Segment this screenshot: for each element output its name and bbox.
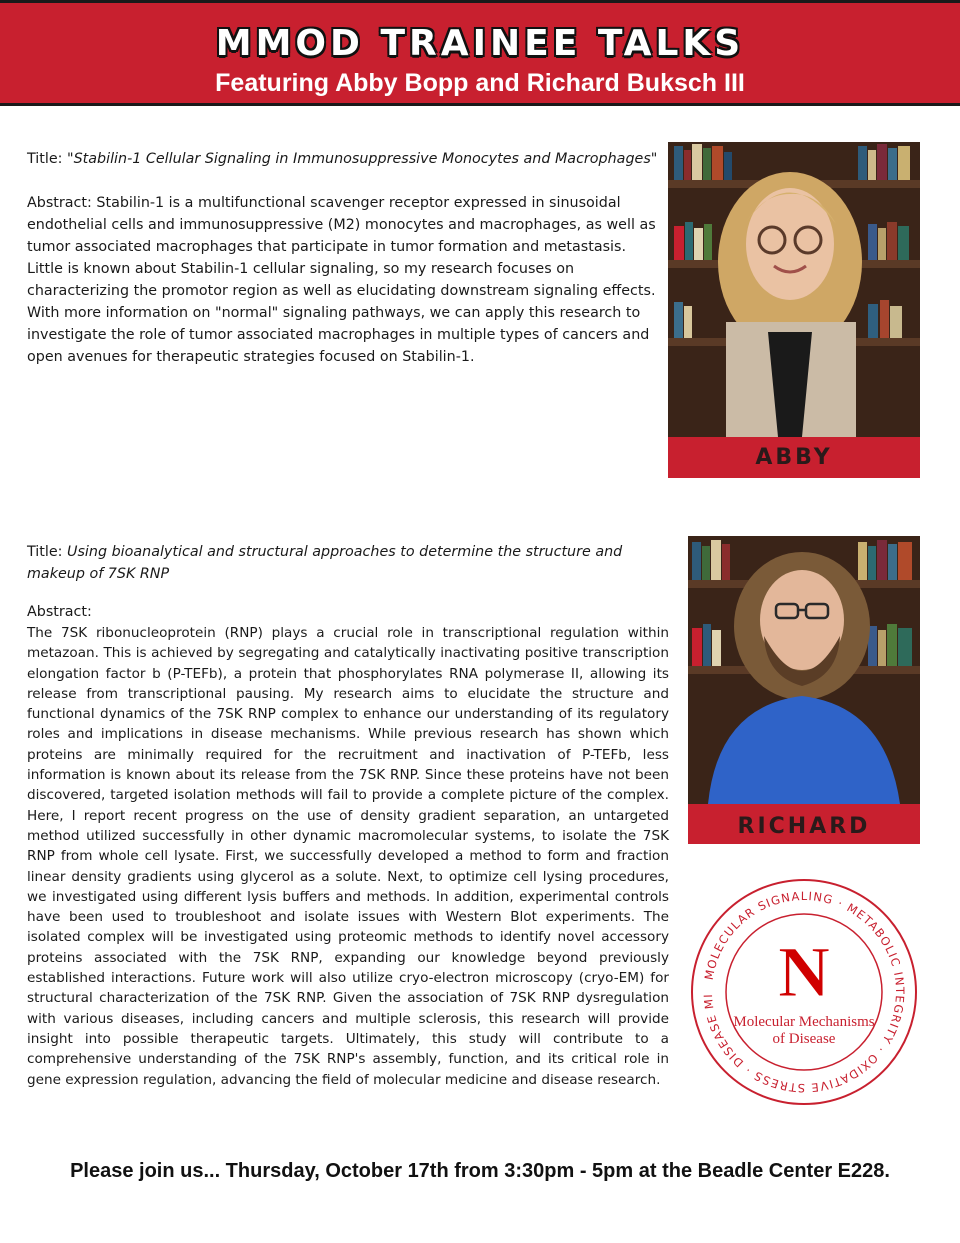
talk1-abstract-text: Stabilin-1 is a multifunctional scavenger receptor expressed in sinusoidal endothelial cells and immunosuppressive (M2) monocytes and macrophages, as well as tumor associated macrophages that participate in tumor formation and metastasis. Little is known about Stabilin-1 cellular signaling, so my research focuses on characterizing the promotor region as well as elucidating downstream signaling effects. With more information on "normal" signaling pathways, we can apply this research to investigate the role of tumor associated macrophages in multiple types of cancers and open avenues for therapeutic strategies focused on Stabilin-1.	[27, 195, 656, 365]
event-title: MMOD TRAINEE TALKS	[215, 23, 745, 64]
talk2-title-label: Title:	[27, 544, 63, 560]
talk2-text	[27, 541, 669, 1090]
richard-photo	[688, 536, 920, 804]
talk1-abstract-label: Abstract:	[27, 195, 92, 211]
seal-ring-text: MOLECULAR SIGNALING · METABOLIC INTEGRITY · OXIDATIVE STRESS · DISEASE MI	[700, 888, 908, 1096]
talk1-title-label: Title:	[27, 151, 63, 167]
talk2-title	[27, 541, 669, 585]
talk1-text	[27, 148, 663, 368]
header-banner	[0, 0, 960, 106]
talk2-title-text: Using bioanalytical and structural approaches to determine the structure and makeup of 7SK RNP	[27, 544, 623, 582]
richard-name-bar: RICHARD	[688, 804, 920, 844]
abby-name-bar: ABBY	[668, 437, 920, 478]
abby-photo	[668, 142, 920, 437]
talk1-title	[27, 148, 663, 170]
seal-n-logo: N	[778, 932, 830, 1012]
talk2-abstract-text: The 7SK ribonucleoprotein (RNP) plays a crucial role in transcriptional regulation within metazoan. This is achieved by segregating and catalytically inactivating positive transcription elongation factor b (P-TEFb), a protein that phosphorylates RNA polymerase II, allowing its release from transcriptional pausing. My research aims to elucidate the structure and functional dynamics of the 7SK RNP complex to enhance our understanding of its regulatory roles and implications in disease mechanisms. While previous research has shown which proteins are minimally required for the recruitment and inactivation of P-TEFb, less information is known about its release from the 7SK RNP. Since these proteins have not been discovered, targeted isolation methods will fail to provide a complete picture of the complex. Here, I report recent progress on the use of density gradient separation, an untargeted method utilized successfully in other dynamic macromolecular systems, to isolate the 7SK RNP from whole cell lysate. First, we successfully developed a method to form and fraction linear density gradients using glycerol as a solute. Next, to optimize cell lysing procedures, we investigated using different lysis buffers and methods. In addition, experimental controls have been used to troubleshoot and isolate issues with Western Blot experiments. The isolated complex will be investigated using proteomic methods to identify novel accessory proteins associated with the 7SK RNP, expanding our knowledge beyond previously established interactions. Future work will also utilize cryo-electron microscopy (cryo-EM) for structural characterization of the 7SK RNP. Given the association of 7SK RNP dysregulation with various diseases, including cancers and multiple sclerosis, this research will provide insight into possible therapeutic targets. Ultimately, this study will contribute to a comprehensive understanding of the 7SK RNP's assembly, function, and its critical role in gene expression regulation, advancing the field of molecular medicine and disease research.	[27, 625, 669, 1088]
talk2-abstract-label: Abstract:	[27, 604, 92, 620]
seal-name-line2: of Disease	[772, 1031, 836, 1047]
seal-name-line1: Molecular Mechanisms	[733, 1014, 875, 1030]
event-details-footer: Please join us... Thursday, October 17th from 3:30pm - 5pm at the Beadle Center E228.	[70, 1160, 890, 1182]
mmod-seal-logo	[688, 876, 920, 1108]
talk1-abstract	[27, 192, 663, 368]
talk1-title-text: "Stabilin-1 Cellular Signaling in Immunosuppressive Monocytes and Macrophages"	[67, 151, 658, 167]
event-subtitle: Featuring Abby Bopp and Richard Buksch III	[215, 69, 745, 97]
